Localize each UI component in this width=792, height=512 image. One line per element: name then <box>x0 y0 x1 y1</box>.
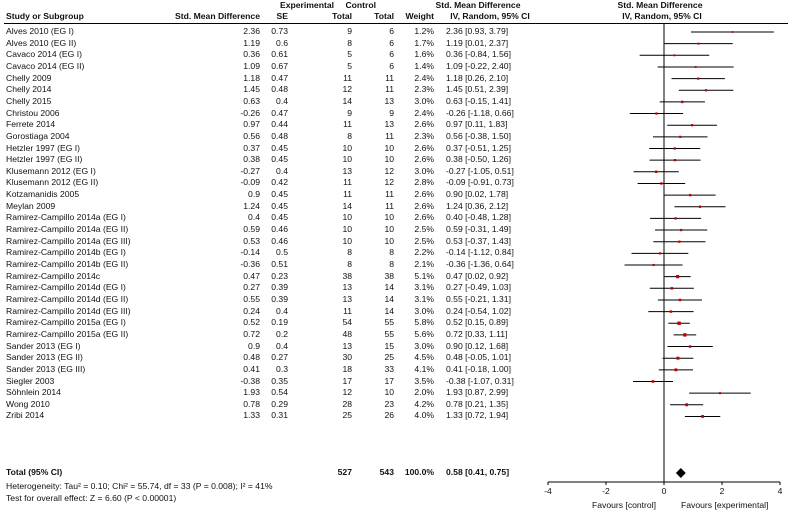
total-label: Total (95% CI) <box>6 467 63 477</box>
point-estimate <box>719 392 721 394</box>
study-weight: 2.3% <box>414 84 434 95</box>
study-smd: 0.36 <box>243 49 260 60</box>
study-ctrl-total: 14 <box>384 293 394 304</box>
total-exp: 527 <box>337 467 352 477</box>
study-name: Ramirez-Campillo 2014d (EG III) <box>6 305 131 316</box>
study-ctrl-total: 38 <box>384 270 394 281</box>
study-exp-total: 17 <box>342 375 352 386</box>
study-exp-total: 13 <box>342 340 352 351</box>
study-se: 0.47 <box>271 107 288 118</box>
study-ci: 0.56 [-0.38, 1.50] <box>446 130 511 141</box>
study-name: Christou 2006 <box>6 107 60 118</box>
study-exp-total: 18 <box>342 363 352 374</box>
study-smd: 0.97 <box>243 119 260 130</box>
header-smd-group: Std. Mean Difference <box>435 0 521 10</box>
study-name: Sander 2013 (EG I) <box>6 340 81 351</box>
study-ci: 1.19 [0.01, 2.37] <box>446 37 509 48</box>
study-ci: 1.09 [-0.22, 2.40] <box>446 60 511 71</box>
point-estimate <box>732 31 734 33</box>
study-ci: 0.97 [0.11, 1.83] <box>446 119 508 130</box>
study-se: 0.39 <box>271 282 288 293</box>
study-smd: 0.56 <box>243 130 260 141</box>
col-total-exp-header: Total <box>332 11 352 21</box>
study-se: 0.47 <box>271 72 288 83</box>
study-name: Chelly 2015 <box>6 95 52 106</box>
study-ci: 0.24 [-0.54, 1.02] <box>446 305 511 316</box>
study-se: 0.4 <box>276 95 288 106</box>
study-smd: 1.45 <box>243 84 260 95</box>
x-tick-label: -2 <box>602 486 610 496</box>
point-estimate <box>676 357 679 360</box>
study-weight: 5.8% <box>414 317 434 328</box>
col-plot-ci-header: IV, Random, 95% CI <box>622 11 702 21</box>
study-ctrl-total: 11 <box>385 200 394 211</box>
study-ctrl-total: 55 <box>384 328 394 339</box>
study-name: Ramirez-Campillo 2014a (EG I) <box>6 212 126 223</box>
study-ci: 0.90 [0.12, 1.68] <box>446 340 509 351</box>
point-estimate <box>674 159 676 161</box>
study-smd: 0.63 <box>243 95 260 106</box>
study-smd: 0.59 <box>243 224 260 235</box>
study-smd: 0.24 <box>243 305 260 316</box>
total-ctrl: 543 <box>379 467 394 477</box>
study-weight: 3.0% <box>414 305 434 316</box>
study-name: Cavaco 2014 (EG II) <box>6 60 85 71</box>
study-smd: 0.41 <box>243 363 260 374</box>
point-estimate <box>681 101 683 103</box>
study-smd: -0.26 <box>240 107 260 118</box>
study-name: Sander 2013 (EG III) <box>6 363 86 374</box>
study-exp-total: 54 <box>342 317 352 328</box>
study-smd: 0.38 <box>243 154 260 165</box>
study-exp-total: 11 <box>343 119 352 130</box>
study-ci: -0.14 [-1.12, 0.84] <box>446 247 514 258</box>
study-se: 0.45 <box>271 200 288 211</box>
study-exp-total: 30 <box>342 352 352 363</box>
study-weight: 4.2% <box>414 398 434 409</box>
study-ctrl-total: 14 <box>384 282 394 293</box>
study-ctrl-total: 10 <box>384 235 394 246</box>
study-weight: 5.1% <box>414 270 434 281</box>
study-se: 0.31 <box>271 410 288 421</box>
study-se: 0.6 <box>276 37 288 48</box>
study-name: Alves 2010 (EG I) <box>6 26 74 36</box>
study-smd: 0.9 <box>248 189 260 200</box>
study-weight: 2.6% <box>414 189 434 200</box>
study-exp-total: 12 <box>342 84 352 95</box>
study-name: Siegler 2003 <box>6 375 55 386</box>
study-smd: 1.33 <box>243 410 260 421</box>
study-exp-total: 8 <box>347 259 352 269</box>
study-ctrl-total: 12 <box>384 177 394 188</box>
study-se: 0.45 <box>271 142 288 153</box>
study-exp-total: 38 <box>342 270 352 281</box>
study-name: Hetzler 1997 (EG II) <box>6 154 83 165</box>
study-weight: 1.6% <box>414 49 434 60</box>
x-tick-label: 0 <box>661 486 667 496</box>
study-weight: 3.5% <box>414 375 434 386</box>
study-weight: 2.6% <box>414 142 434 153</box>
study-ctrl-total: 26 <box>384 410 394 421</box>
study-ctrl-total: 11 <box>385 72 394 83</box>
study-smd: 0.4 <box>248 212 260 223</box>
study-exp-total: 13 <box>342 282 352 293</box>
study-weight: 3.0% <box>414 95 434 106</box>
point-estimate <box>705 89 707 91</box>
study-name: Chelly 2014 <box>6 84 52 95</box>
study-smd: 2.36 <box>243 26 260 36</box>
study-ci: 1.45 [0.51, 2.39] <box>446 84 509 95</box>
study-name: Cavaco 2014 (EG I) <box>6 49 82 60</box>
point-estimate <box>679 136 681 138</box>
x-tick-label: -4 <box>544 486 552 496</box>
study-name: Wong 2010 <box>6 398 50 409</box>
study-name: Ferrete 2014 <box>6 119 56 130</box>
study-se: 0.4 <box>276 340 288 351</box>
point-estimate <box>674 147 676 149</box>
point-estimate <box>674 217 676 219</box>
study-exp-total: 11 <box>343 177 352 188</box>
study-ci: 0.48 [-0.05, 1.01] <box>446 352 511 363</box>
study-smd: -0.27 <box>240 165 260 176</box>
study-se: 0.73 <box>271 26 288 36</box>
study-exp-total: 13 <box>342 165 352 176</box>
col-se-header: SE <box>276 11 288 21</box>
study-name: Ramirez-Campillo 2014b (EG I) <box>6 247 126 258</box>
study-smd: 1.18 <box>243 72 260 83</box>
study-ctrl-total: 25 <box>384 352 394 363</box>
study-ctrl-total: 6 <box>389 60 394 71</box>
study-weight: 2.6% <box>414 154 434 165</box>
study-ci: 0.36 [-0.84, 1.56] <box>446 49 511 60</box>
study-ci: 1.18 [0.26, 2.10] <box>446 72 509 83</box>
total-ci: 0.58 [0.41, 0.75] <box>446 467 510 477</box>
study-ci: 0.40 [-0.48, 1.28] <box>446 212 511 223</box>
study-name: Ramirez-Campillo 2014c <box>6 270 101 281</box>
study-weight: 3.1% <box>414 282 434 293</box>
study-exp-total: 8 <box>347 37 352 48</box>
point-estimate <box>697 77 699 79</box>
study-exp-total: 10 <box>342 142 352 153</box>
study-exp-total: 11 <box>343 305 352 316</box>
study-exp-total: 14 <box>342 200 352 211</box>
study-smd: 0.48 <box>243 352 260 363</box>
study-smd: 1.93 <box>243 387 260 398</box>
study-se: 0.5 <box>276 247 288 258</box>
study-ci: 0.63 [-0.15, 1.41] <box>446 95 511 106</box>
study-ctrl-total: 11 <box>385 189 394 200</box>
point-estimate <box>673 54 675 56</box>
favours-experimental-label: Favours [experimental] <box>681 500 769 510</box>
study-se: 0.35 <box>271 375 288 386</box>
study-weight: 2.6% <box>414 200 434 211</box>
study-se: 0.45 <box>271 212 288 223</box>
col-ci-header: IV, Random, 95% CI <box>450 11 530 21</box>
study-ci: -0.36 [-1.36, 0.64] <box>446 259 514 269</box>
point-estimate <box>670 310 672 312</box>
point-estimate <box>701 415 704 418</box>
study-name: Kotzamanidis 2005 <box>6 189 80 200</box>
study-ci: 1.93 [0.87, 2.99] <box>446 387 509 398</box>
study-weight: 2.6% <box>414 119 434 130</box>
header-control: Control <box>345 0 376 10</box>
study-name: Ramirez-Campillo 2014a (EG III) <box>6 235 131 246</box>
point-estimate <box>689 194 691 196</box>
point-estimate <box>691 124 693 126</box>
col-weight-header: Weight <box>405 11 434 21</box>
study-weight: 2.5% <box>414 224 434 235</box>
study-ctrl-total: 13 <box>384 95 394 106</box>
heterogeneity-text: Heterogeneity: Tau² = 0.10; Chi² = 55.74, df = 33 (P = 0.008); I² = 41% <box>6 481 273 491</box>
point-estimate <box>689 345 691 347</box>
study-se: 0.54 <box>271 387 288 398</box>
study-name: Alves 2010 (EG II) <box>6 37 77 48</box>
point-estimate <box>652 380 655 383</box>
study-weight: 4.0% <box>414 410 434 421</box>
study-se: 0.2 <box>276 328 288 339</box>
point-estimate <box>676 275 679 278</box>
study-ctrl-total: 23 <box>384 398 394 409</box>
study-exp-total: 10 <box>342 154 352 165</box>
total-weight: 100.0% <box>404 467 434 477</box>
study-ci: 1.33 [0.72, 1.94] <box>446 410 509 421</box>
study-smd: 1.09 <box>243 60 260 71</box>
header-smd-plot-group: Std. Mean Difference <box>617 0 703 10</box>
x-tick-label: 2 <box>719 486 725 496</box>
x-tick-label: 4 <box>777 486 783 496</box>
study-se: 0.29 <box>271 398 288 409</box>
study-exp-total: 11 <box>343 72 352 83</box>
point-estimate <box>678 241 680 243</box>
study-smd: -0.38 <box>240 375 260 386</box>
study-name: Ramirez-Campillo 2014a (EG II) <box>6 224 129 235</box>
study-smd: 0.52 <box>243 317 260 328</box>
study-se: 0.4 <box>276 305 288 316</box>
study-name: Sander 2013 (EG II) <box>6 352 83 363</box>
study-ci: 0.53 [-0.37, 1.43] <box>446 235 511 246</box>
study-se: 0.44 <box>271 119 288 130</box>
study-weight: 5.6% <box>414 328 434 339</box>
study-exp-total: 12 <box>342 387 352 398</box>
point-estimate <box>698 43 700 45</box>
study-ctrl-total: 9 <box>389 107 394 118</box>
study-se: 0.48 <box>271 130 288 141</box>
study-name: Ramirez-Campillo 2014d (EG II) <box>6 293 129 304</box>
study-smd: 0.78 <box>243 398 260 409</box>
study-se: 0.48 <box>271 84 288 95</box>
study-exp-total: 9 <box>347 26 352 36</box>
study-weight: 2.5% <box>414 235 434 246</box>
study-weight: 2.8% <box>414 177 434 188</box>
study-smd: -0.09 <box>240 177 260 188</box>
point-estimate <box>683 333 686 336</box>
study-exp-total: 10 <box>342 212 352 223</box>
study-ctrl-total: 10 <box>384 154 394 165</box>
study-se: 0.67 <box>271 60 288 71</box>
header-experimental: Experimental <box>280 0 334 10</box>
study-se: 0.4 <box>276 165 288 176</box>
study-ctrl-total: 8 <box>389 259 394 269</box>
study-ctrl-total: 8 <box>389 247 394 258</box>
point-estimate <box>660 182 662 184</box>
study-ci: -0.09 [-0.91, 0.73] <box>446 177 514 188</box>
study-ctrl-total: 14 <box>384 305 394 316</box>
study-exp-total: 11 <box>343 189 352 200</box>
summary-diamond <box>676 468 686 478</box>
study-se: 0.39 <box>271 293 288 304</box>
study-weight: 3.0% <box>414 165 434 176</box>
study-exp-total: 5 <box>347 60 352 71</box>
study-ctrl-total: 6 <box>389 49 394 60</box>
study-se: 0.45 <box>271 154 288 165</box>
favours-control-label: Favours [control] <box>592 500 656 510</box>
study-ctrl-total: 10 <box>384 387 394 398</box>
study-ctrl-total: 11 <box>385 130 394 141</box>
study-smd: 1.24 <box>243 200 260 211</box>
study-ctrl-total: 12 <box>384 165 394 176</box>
study-exp-total: 48 <box>342 328 352 339</box>
col-total-ctrl-header: Total <box>374 11 394 21</box>
study-smd: 1.19 <box>243 37 260 48</box>
study-se: 0.23 <box>271 270 288 281</box>
study-se: 0.46 <box>271 235 288 246</box>
study-ci: -0.38 [-1.07, 0.31] <box>446 375 514 386</box>
study-smd: 0.27 <box>243 282 260 293</box>
study-name: Chelly 2009 <box>6 72 52 83</box>
point-estimate <box>699 206 701 208</box>
study-se: 0.42 <box>271 177 288 188</box>
study-weight: 2.1% <box>414 259 434 269</box>
point-estimate <box>652 264 654 266</box>
study-exp-total: 5 <box>347 49 352 60</box>
study-smd: 0.53 <box>243 235 260 246</box>
study-ci: 0.59 [-0.31, 1.49] <box>446 224 511 235</box>
study-smd: -0.14 <box>240 247 260 258</box>
study-ci: 0.55 [-0.21, 1.31] <box>446 293 511 304</box>
study-se: 0.19 <box>271 317 288 328</box>
study-se: 0.45 <box>271 189 288 200</box>
col-study-header: Study or Subgroup <box>6 11 84 21</box>
study-weight: 1.2% <box>414 26 434 36</box>
study-ci: -0.27 [-1.05, 0.51] <box>446 165 514 176</box>
study-se: 0.61 <box>271 49 288 60</box>
study-weight: 2.6% <box>414 212 434 223</box>
study-name: Ramirez-Campillo 2014b (EG II) <box>6 259 129 269</box>
study-ctrl-total: 6 <box>389 37 394 48</box>
study-weight: 1.7% <box>414 37 434 48</box>
point-estimate <box>685 403 688 406</box>
point-estimate <box>677 322 680 325</box>
study-se: 0.51 <box>271 259 288 269</box>
study-ctrl-total: 13 <box>384 119 394 130</box>
col-smd-header: Std. Mean Difference <box>174 11 260 21</box>
study-weight: 2.0% <box>414 387 434 398</box>
study-name: Meylan 2009 <box>6 200 56 211</box>
study-weight: 1.4% <box>414 60 434 71</box>
overall-effect-text: Test for overall effect: Z = 6.60 (P < 0.00001) <box>6 493 177 503</box>
point-estimate <box>659 252 661 254</box>
point-estimate <box>695 66 697 68</box>
study-ci: 0.72 [0.33, 1.11] <box>446 328 508 339</box>
study-name: Söhnlein 2014 <box>6 387 61 398</box>
study-ci: 0.27 [-0.49, 1.03] <box>446 282 511 293</box>
study-ctrl-total: 10 <box>384 224 394 235</box>
study-weight: 3.0% <box>414 340 434 351</box>
study-ci: -0.26 [-1.18, 0.66] <box>446 107 514 118</box>
study-se: 0.27 <box>271 352 288 363</box>
point-estimate <box>671 287 673 289</box>
study-ctrl-total: 10 <box>384 212 394 223</box>
study-exp-total: 8 <box>347 130 352 141</box>
study-smd: 0.47 <box>243 270 260 281</box>
study-weight: 2.3% <box>414 130 434 141</box>
study-weight: 3.1% <box>414 293 434 304</box>
study-ci: 1.24 [0.36, 2.12] <box>446 200 509 211</box>
study-exp-total: 8 <box>347 247 352 258</box>
study-exp-total: 25 <box>342 410 352 421</box>
study-ctrl-total: 6 <box>389 26 394 36</box>
study-exp-total: 28 <box>342 398 352 409</box>
point-estimate <box>674 368 677 371</box>
study-exp-total: 14 <box>342 95 352 106</box>
study-ci: 0.47 [0.02, 0.92] <box>446 270 509 281</box>
study-ci: 0.41 [-0.18, 1.00] <box>446 363 511 374</box>
study-se: 0.3 <box>276 363 288 374</box>
study-name: Klusemann 2012 (EG II) <box>6 177 99 188</box>
study-ctrl-total: 17 <box>384 375 394 386</box>
point-estimate <box>655 112 657 114</box>
study-name: Ramirez-Campillo 2015a (EG II) <box>6 328 129 339</box>
study-se: 0.46 <box>271 224 288 235</box>
study-name: Ramirez-Campillo 2014d (EG I) <box>6 282 126 293</box>
study-ci: 0.38 [-0.50, 1.26] <box>446 154 511 165</box>
study-ctrl-total: 33 <box>384 363 394 374</box>
study-exp-total: 9 <box>347 107 352 118</box>
study-name: Klusemann 2012 (EG I) <box>6 165 96 176</box>
study-smd: 0.9 <box>248 340 260 351</box>
study-smd: 0.72 <box>243 328 260 339</box>
study-name: Zribi 2014 <box>6 410 45 421</box>
study-ci: 0.37 [-0.51, 1.25] <box>446 142 511 153</box>
study-weight: 2.4% <box>414 107 434 118</box>
study-smd: 0.37 <box>243 142 260 153</box>
study-weight: 2.2% <box>414 247 434 258</box>
study-weight: 2.4% <box>414 72 434 83</box>
study-ci: 0.52 [0.15, 0.89] <box>446 317 509 328</box>
study-weight: 4.1% <box>414 363 434 374</box>
study-ctrl-total: 10 <box>384 142 394 153</box>
study-smd: 0.55 <box>243 293 260 304</box>
study-name: Hetzler 1997 (EG I) <box>6 142 81 153</box>
point-estimate <box>680 229 682 231</box>
study-weight: 4.5% <box>414 352 434 363</box>
study-ci: 0.78 [0.21, 1.35] <box>446 398 509 409</box>
study-ci: 0.90 [0.02, 1.78] <box>446 189 509 200</box>
study-ctrl-total: 11 <box>385 84 394 95</box>
point-estimate <box>679 299 681 301</box>
study-exp-total: 13 <box>342 293 352 304</box>
study-smd: -0.36 <box>240 259 260 269</box>
study-name: Ramirez-Campillo 2015a (EG I) <box>6 317 126 328</box>
point-estimate <box>655 171 657 173</box>
study-exp-total: 10 <box>342 235 352 246</box>
study-name: Gorostiaga 2004 <box>6 130 70 141</box>
study-ctrl-total: 55 <box>384 317 394 328</box>
study-ctrl-total: 15 <box>384 340 394 351</box>
study-ci: 2.36 [0.93, 3.79] <box>446 26 509 36</box>
study-exp-total: 10 <box>342 224 352 235</box>
